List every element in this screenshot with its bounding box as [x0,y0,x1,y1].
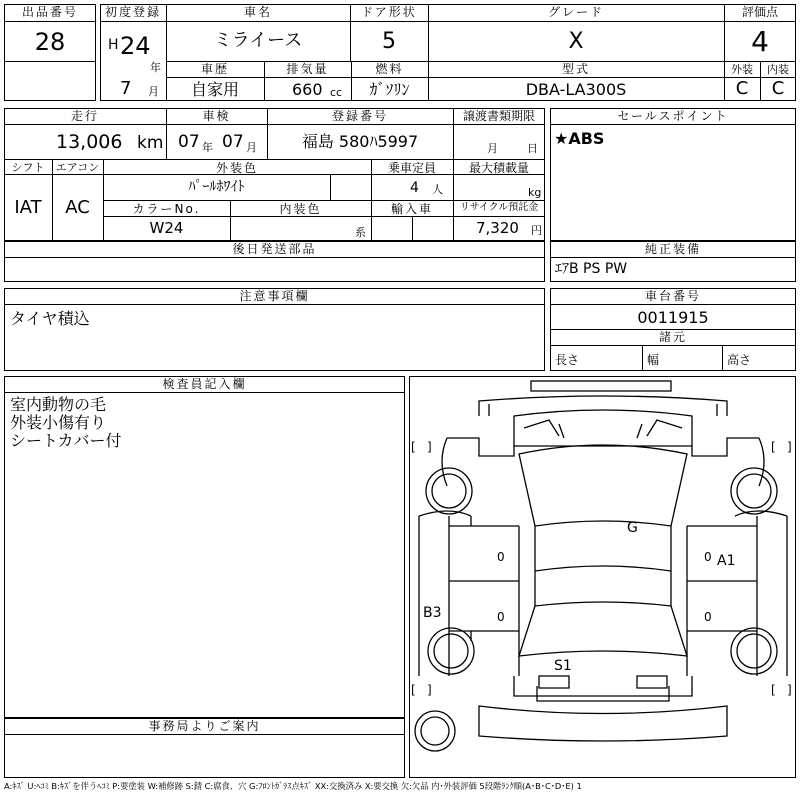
height-label: 高さ [727,353,752,367]
era-prefix: H [108,37,119,53]
grade-label: グレード [547,5,604,19]
width-label: 幅 [647,353,660,367]
transfer-day-suffix: 日 [527,142,538,155]
damage-mark-a1: A1 [717,553,736,569]
svg-text:]: ] [787,683,792,697]
score-label: 評価点 [741,5,778,19]
displacement-label: 排気量 [286,62,329,76]
selling-points-box [550,108,796,241]
interior-color-suffix: 系 [355,226,366,239]
color-no-value: W24 [149,219,184,237]
chassis-label: 車台番号 [644,289,701,303]
door-type-value: 5 [382,29,396,54]
car-name-value: ミライース [213,30,303,51]
inspector-line-3: シートカバー付 [10,431,122,450]
svg-text:0: 0 [497,610,505,624]
transfer-doc-label: 譲渡書類期限 [462,109,535,123]
import-label: 輸入車 [390,202,433,216]
svg-text:0: 0 [704,550,712,564]
mileage-label: 走行 [70,109,99,123]
recycle-unit: 円 [531,224,542,237]
max-load-unit: kg [528,186,542,199]
notes-label: 注意事項欄 [239,289,310,303]
svg-text:]: ] [427,683,432,697]
svg-text:0: 0 [497,550,505,564]
transfer-month-suffix: 月 [487,142,498,155]
inspector-label: 検査員記入欄 [162,377,247,391]
displacement-unit: cc [330,86,343,99]
office-notice-label: 事務局よりご案内 [148,719,261,733]
dimensions-label: 諸元 [658,330,687,344]
color-no-label: カラーNo. [132,202,201,216]
history-label: 車歴 [200,62,229,76]
capacity-unit: 人 [432,183,443,196]
damage-mark-b3: B3 [423,605,442,621]
score-value: 4 [751,25,769,58]
capacity-value: 4 [410,180,419,196]
fuel-label: 燃料 [375,62,404,76]
ac-label: エアコン [55,161,100,174]
exterior-grade-value: C [735,78,749,99]
inspection-year-suffix: 年 [202,141,213,154]
mileage-unit: km [137,133,164,153]
shift-value: IAT [14,197,42,218]
exterior-color-value: ﾊﾟｰﾙﾎﾜｲﾄ [188,179,245,195]
notes-value: タイヤ積込 [10,309,90,328]
plate-value: 福島 580ﾊ5997 [301,132,419,151]
inspection-month: 07 [222,132,244,152]
svg-text:[: [ [411,683,416,697]
plate-label: 登録番号 [331,109,388,123]
svg-text:[: [ [411,440,416,454]
genuine-equipment-label: 純正装備 [644,242,701,256]
interior-color-label: 内装色 [279,202,322,216]
exterior-grade-label: 外装 [731,63,753,76]
max-load-label: 最大積載量 [468,161,529,175]
exterior-color-label: 外装色 [215,161,258,175]
selling-points-value: ★ABS [554,129,605,148]
length-label: 長さ [555,353,580,367]
capacity-label: 乗車定員 [387,161,436,175]
mileage-value: 13,006 [56,131,123,153]
inspector-line-1: 室内動物の毛 [10,395,107,414]
lot-number-value: 28 [34,28,66,56]
model-label: 型式 [561,62,590,76]
damage-mark-g: G [627,520,638,536]
inspector-line-2: 外装小傷有り [10,413,107,432]
svg-text:[: [ [771,683,776,697]
svg-text:0: 0 [704,610,712,624]
car-name-label: 車名 [243,5,272,19]
lot-number-label: 出品番号 [21,5,78,19]
svg-text:]: ] [427,440,432,454]
interior-grade-label: 内装 [767,63,789,76]
inspection-month-suffix: 月 [246,141,257,154]
model-value: DBA-LA300S [525,80,627,99]
door-type-label: ドア形状 [361,5,417,19]
selling-points-label: セールスポイント [617,109,729,123]
registration-month: 7 [120,78,132,99]
grade-value: X [568,29,584,54]
fuel-value: ｶﾞｿﾘﾝ [369,80,410,99]
registration-year: 24 [120,32,151,60]
first-registration-label: 初度登録 [104,5,161,19]
parts-later-label: 後日発送部品 [232,242,317,256]
recycle-value: 7,320 [476,219,519,237]
history-value: 自家用 [190,80,239,99]
car-damage-diagram [409,376,797,778]
month-suffix: 月 [148,85,159,98]
legend-text: A:ｷｽﾞ U:ﾍｺﾐ B:ｷｽﾞを伴うﾍｺﾐ P:要塗装 W:補修跡 S:錆 C:腐食、穴 G:ﾌﾛﾝﾄｶﾞﾗｽ点ｷｽﾞ XX:交換済み X:要交換 欠:欠品 内･外装評価 5段階ﾗﾝｸ順(A･B･C･D･E) 1 [4,781,582,791]
inspection-year: 07 [178,132,200,152]
year-suffix: 年 [150,61,161,74]
recycle-label: リサイクル預託金 [459,202,539,213]
damage-mark-s1: S1 [554,658,572,674]
ac-value: AC [65,197,90,218]
interior-grade-value: C [771,78,785,99]
svg-text:[: [ [771,440,776,454]
chassis-value: 0011915 [637,308,709,327]
displacement-value: 660 [292,80,323,99]
inspection-label: 車検 [202,109,231,123]
shift-label: シフト [11,161,45,174]
genuine-equipment-value: ｴｱB PS PW [555,261,628,277]
svg-text:]: ] [787,440,792,454]
